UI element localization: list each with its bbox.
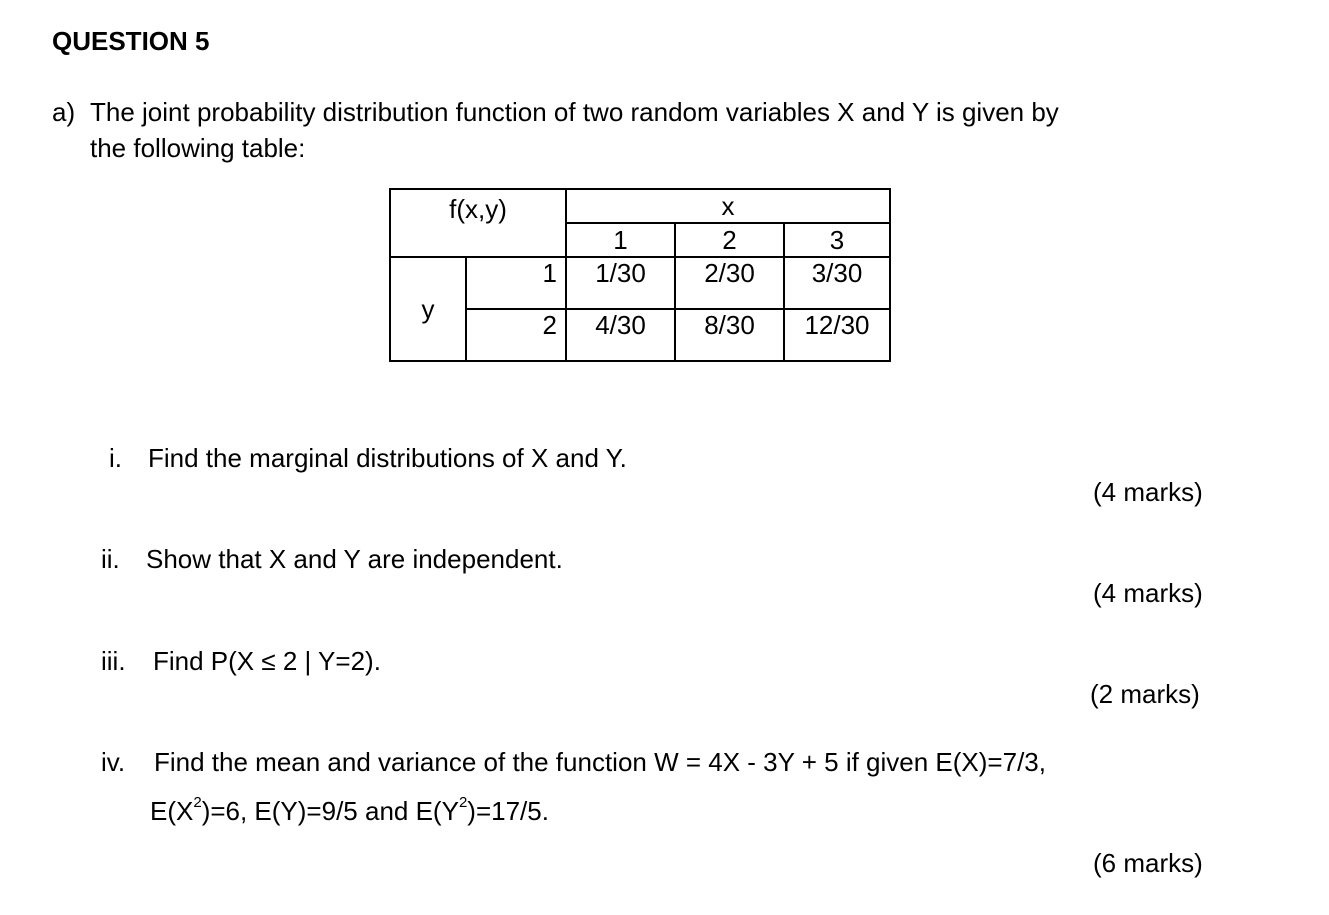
table-corner-label: f(x,y) [390, 189, 566, 257]
table-cell: 12/30 [784, 309, 890, 361]
marks-label: (2 marks) [1090, 679, 1200, 709]
question-title: QUESTION 5 [52, 26, 210, 56]
y-header: y [390, 257, 466, 361]
marks-label: (4 marks) [1093, 477, 1203, 507]
table-cell: 8/30 [675, 309, 784, 361]
subquestion-text: Find the mean and variance of the function W = 4X - 3Y + 5 if given E(X)=7/3, [154, 747, 1046, 777]
intro-line-2: the following table: [90, 133, 306, 163]
y-value: 1 [466, 257, 566, 309]
table-cell: 1/30 [566, 257, 675, 309]
x-header: x [566, 189, 890, 223]
x-value: 2 [675, 223, 784, 257]
subquestion-number: iv. [101, 747, 126, 777]
subquestion-text: Find the marginal distributions of X and Y. [148, 443, 627, 473]
subquestion-number: iii. [101, 646, 126, 676]
table-cell: 3/30 [784, 257, 890, 309]
intro-line-1: The joint probability distribution function of two random variables X and Y is given by [90, 97, 1059, 127]
subquestion-number: i. [109, 443, 122, 473]
y-value: 2 [466, 309, 566, 361]
marks-label: (4 marks) [1093, 578, 1203, 608]
joint-probability-table [389, 188, 891, 362]
marks-label: (6 marks) [1093, 848, 1203, 878]
x-value: 1 [566, 223, 675, 257]
part-label: a) [52, 97, 76, 127]
subquestion-text: Find P(X ≤ 2 | Y=2). [153, 646, 381, 676]
subquestion-number: ii. [101, 544, 120, 574]
table-cell: 4/30 [566, 309, 675, 361]
x-value: 3 [784, 223, 890, 257]
table-cell: 2/30 [675, 257, 784, 309]
subquestion-text: Show that X and Y are independent. [146, 544, 563, 574]
subquestion-text-line2: $E(X^2)=6$, E(Y)=9/5 and $E(Y^2)=17/5$. [150, 794, 549, 826]
